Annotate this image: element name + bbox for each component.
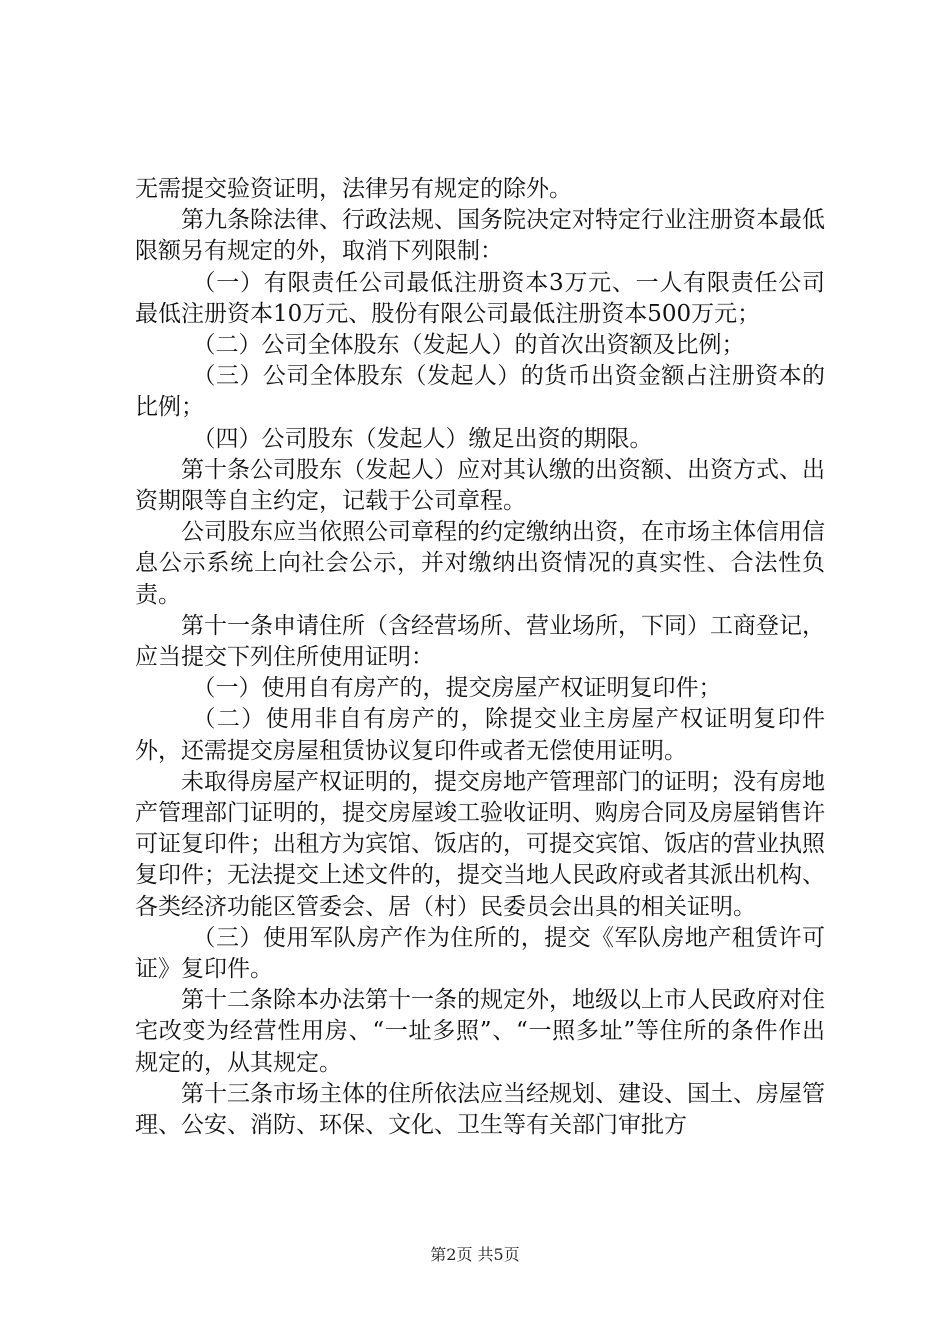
paragraph: （三）使用军队房产作为住所的，提交《军队房地产租赁许可证》复印件。 <box>135 924 825 983</box>
paragraph: 公司股东应当依照公司章程的约定缴纳出资，在市场主体信用信息公示系统上向社会公示，并对缴纳出资情况的真实性、合法性负责。 <box>135 519 825 608</box>
page-footer <box>0 1242 950 1265</box>
paragraph: 未取得房屋产权证明的，提交房地产管理部门的证明；没有房地产管理部门证明的，提交房屋竣工验收证明、购房合同及房屋销售许可证复印件；出租方为宾馆、饭店的，可提交宾馆、饭店的营业执照复印件；无法提交上述文件的，提交当地人民政府或者其派出机构、各类经济功能区管委会、居（村）民委员会出具的相关证明。 <box>135 768 825 920</box>
paragraph: （三）公司全体股东（发起人）的货币出资金额占注册资本的比例； <box>135 363 825 421</box>
document-body <box>135 174 825 1141</box>
paragraph: 第十一条申请住所（含经营场所、营业场所，下同）工商登记，应当提交下列住所使用证明： <box>135 612 825 671</box>
paragraph: （四）公司股东（发起人）缴足出资的期限。 <box>192 425 653 452</box>
paragraph: 第十二条除本办法第十一条的规定外，地级以上市人民政府对住宅改变为经营性用房、“一址多照”、“一照多址”等住所的条件作出规定的，从其规定。 <box>135 987 825 1076</box>
paragraph: （二）使用非自有房产的，除提交业主房屋产权证明复印件外，还需提交房屋租赁协议复印件或者无偿使用证明。 <box>135 706 825 764</box>
paragraph: （一）使用自有房产的，提交房屋产权证明复印件； <box>192 675 722 702</box>
paragraph: 无需提交验资证明，法律另有规定的除外。 <box>135 176 572 202</box>
paragraph: 第九条除法律、行政法规、国务院决定对特定行业注册资本最低限额另有规定的外，取消下列限制： <box>135 207 825 265</box>
paragraph: 第十条公司股东（发起人）应对其认缴的出资额、出资方式、出资期限等自主约定，记载于公司章程。 <box>135 456 825 515</box>
paragraph: （一）有限责任公司最低注册资本3万元、一人有限责任公司最低注册资本10万元、股份有限公司最低注册资本500万元； <box>135 269 825 327</box>
paragraph: （二）公司全体股东（发起人）的首次出资额及比例； <box>192 332 745 359</box>
page-number-label: 第2页 共5页 <box>430 1245 520 1264</box>
paragraph: 第十三条市场主体的住所依法应当经规划、建设、国土、房屋管理、公安、消防、环保、文化、卫生等有关部门审批方 <box>135 1080 825 1139</box>
